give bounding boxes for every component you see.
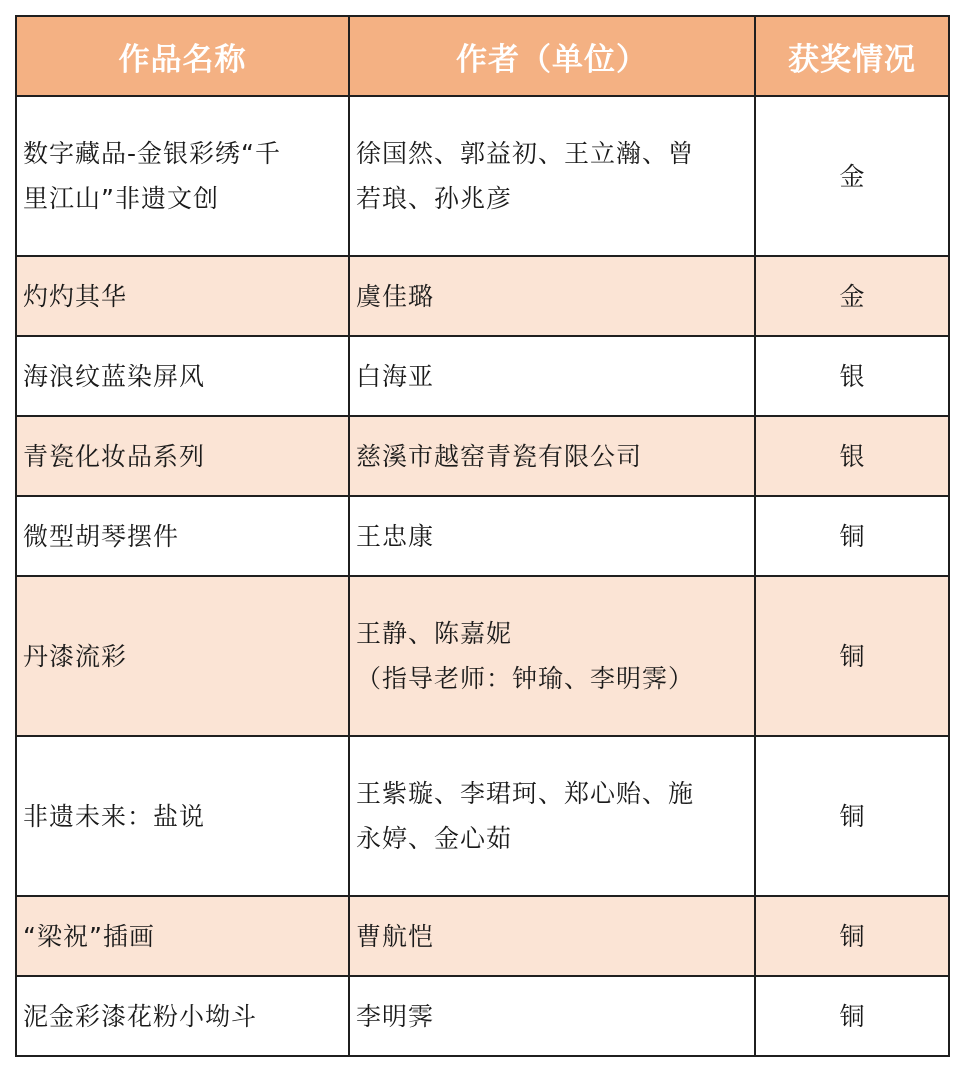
author-line: 曹航恺 <box>356 921 435 951</box>
table-row <box>16 336 949 416</box>
author-cell <box>349 976 755 1056</box>
work-name-cell <box>16 416 349 496</box>
author-line: 李明霁 <box>356 1001 435 1031</box>
author-cell <box>349 496 755 576</box>
author-cell <box>349 336 755 416</box>
work-name-line: 青瓷化妆品系列 <box>23 441 206 471</box>
author-line: 王静、陈嘉妮 <box>356 619 513 648</box>
author-line: 王忠康 <box>356 521 435 551</box>
award-cell: 铜 <box>755 496 949 576</box>
work-name-line: 海浪纹蓝染屏风 <box>23 361 206 391</box>
header-row <box>16 16 949 96</box>
work-name-cell <box>16 576 349 736</box>
table-row <box>16 496 949 576</box>
award-cell: 银 <box>755 416 949 496</box>
work-name-cell <box>16 496 349 576</box>
award-cell: 金 <box>755 96 949 256</box>
work-name-cell <box>16 336 349 416</box>
author-line: 慈溪市越窑青瓷有限公司 <box>356 441 643 471</box>
table-row <box>16 576 949 736</box>
work-name-line: 灼灼其华 <box>23 281 128 311</box>
award-cell: 铜 <box>755 896 949 976</box>
author-line: 徐国然、郭益初、王立瀚、曾 <box>356 139 695 168</box>
author-line: （指导老师：钟瑜、李明霁） <box>356 664 695 693</box>
work-name-cell <box>16 96 349 256</box>
award-cell: 铜 <box>755 576 949 736</box>
author-cell <box>349 896 755 976</box>
author-line: 永婷、金心茹 <box>356 824 513 853</box>
work-name-line: 丹漆流彩 <box>23 641 128 671</box>
work-name-line: 微型胡琴摆件 <box>23 521 180 551</box>
author-line: 白海亚 <box>356 361 435 391</box>
work-name-cell <box>16 256 349 336</box>
table-row <box>16 96 949 256</box>
author-cell <box>349 576 755 736</box>
table-row <box>16 976 949 1056</box>
award-table <box>15 15 950 1057</box>
table-row <box>16 416 949 496</box>
work-name-line: 数字藏品-金银彩绣“千 <box>23 139 281 168</box>
work-name-line: 泥金彩漆花粉小坳斗 <box>23 1001 258 1031</box>
work-name-cell <box>16 736 349 896</box>
author-line: 王紫璇、李珺珂、郑心贻、施 <box>356 779 695 808</box>
award-cell: 铜 <box>755 976 949 1056</box>
work-name-line: “梁祝”插画 <box>23 921 155 951</box>
table-row <box>16 736 949 896</box>
author-cell <box>349 736 755 896</box>
award-cell: 铜 <box>755 736 949 896</box>
header-work-name: 作品名称 <box>16 16 349 96</box>
work-name-cell <box>16 976 349 1056</box>
table-row <box>16 256 949 336</box>
table-row <box>16 896 949 976</box>
header-author: 作者（单位） <box>349 16 755 96</box>
author-cell <box>349 96 755 256</box>
author-cell <box>349 416 755 496</box>
work-name-line: 非遗未来：盐说 <box>23 801 206 831</box>
author-cell <box>349 256 755 336</box>
author-line: 若琅、孙兆彦 <box>356 184 513 213</box>
award-cell: 金 <box>755 256 949 336</box>
award-cell: 银 <box>755 336 949 416</box>
header-award: 获奖情况 <box>755 16 949 96</box>
work-name-line: 里江山”非遗文创 <box>23 184 219 213</box>
work-name-cell <box>16 896 349 976</box>
author-line: 虞佳璐 <box>356 281 435 311</box>
